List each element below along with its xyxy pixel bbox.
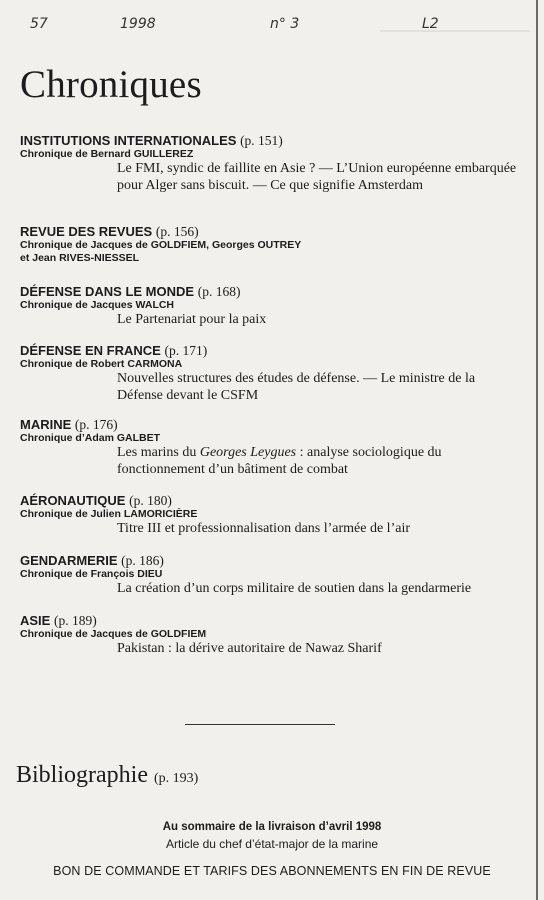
chronicle-section <box>20 133 520 194</box>
section-byline: Chronique de Jacques de GOLDFIEM, Georges OUTREY <box>20 239 302 251</box>
bibliography-heading <box>16 762 198 789</box>
section-heading: DÉFENSE EN FRANCE <box>20 343 161 358</box>
chronicle-section <box>20 613 520 658</box>
section-page-ref: (p. 156) <box>155 224 199 239</box>
next-issue-title: Au sommaire de la livraison d’avril 1998 <box>162 821 382 833</box>
section-page-ref: (p. 186) <box>121 553 164 568</box>
section-heading: MARINE <box>20 417 72 432</box>
bibliography-title: Bibliographie <box>16 762 148 788</box>
next-issue-article: Article du chef d’état-major de la marine <box>165 837 379 851</box>
bibliography-page-ref: (p. 193) <box>153 771 199 786</box>
section-summary: Pakistan : la dérive autoritaire de Nawaz Sharif <box>117 641 382 656</box>
section-byline: Chronique de Bernard GUILLEREZ <box>20 148 194 160</box>
section-summary: Le Partenariat pour la paix <box>117 312 267 327</box>
section-page-ref: (p. 189) <box>53 613 97 628</box>
section-summary: Les marins du Georges Leygues : analyse sociologique du fonctionnement d’un bâtiment de combat <box>117 445 442 477</box>
order-form-notice: BON DE COMMANDE ET TARIFS DES ABONNEMENTS EN FIN DE REVUE <box>53 864 491 878</box>
section-heading: REVUE DES REVUES <box>20 224 153 239</box>
chronicle-section <box>20 284 520 329</box>
section-byline: Chronique de Jacques de GOLDFIEM <box>20 628 207 640</box>
section-byline: Chronique de Julien LAMORICIÈRE <box>20 508 198 520</box>
section-byline: Chronique d’Adam GALBET <box>20 432 160 444</box>
chronicle-section <box>20 343 520 404</box>
section-byline: Chronique de Robert CARMONA <box>20 358 183 370</box>
chronicle-section <box>20 493 520 538</box>
margin-note-year: 1998 <box>120 16 156 32</box>
ship-name: Georges Leygues <box>199 445 297 460</box>
section-heading: INSTITUTIONS INTERNATIONALES <box>20 133 237 148</box>
margin-note-issue-number: 57 <box>30 16 48 32</box>
margin-note-number: n° 3 <box>270 16 300 32</box>
section-divider <box>185 724 335 725</box>
chronicle-section <box>20 417 520 478</box>
section-summary: Nouvelles structures des études de défense. — Le ministre de la Défense devant le CSFM <box>117 371 476 403</box>
section-heading: GENDARMERIE <box>20 553 118 568</box>
section-page-ref: (p. 168) <box>197 284 241 299</box>
section-heading: ASIE <box>20 613 51 628</box>
section-page-ref: (p. 151) <box>240 133 283 148</box>
page-edge-rule <box>536 0 538 900</box>
section-summary: Titre III et professionnalisation dans l’armée de l’air <box>117 521 411 536</box>
section-byline: Chronique de Jacques WALCH <box>20 299 175 311</box>
margin-note-code: L2 <box>422 16 439 32</box>
section-summary: La création d’un corps militaire de soutien dans la gendarmerie <box>117 581 472 596</box>
section-page-ref: (p. 176) <box>74 417 118 432</box>
section-heading: AÉRONAUTIQUE <box>20 493 126 508</box>
bleed-through-shadow <box>380 30 530 122</box>
section-heading: DÉFENSE DANS LE MONDE <box>20 284 195 299</box>
section-summary: Le FMI, syndic de faillite en Asie ? — L’Union européenne embarquée pour Alger sans biscuit. — Ce que signifie Amsterdam <box>117 161 517 193</box>
chronicle-section <box>20 224 520 265</box>
section-page-ref: (p. 180) <box>129 493 172 508</box>
chronicle-section <box>20 553 520 598</box>
section-page-ref: (p. 171) <box>164 343 208 358</box>
section-byline-continued: et Jean RIVES-NIESSEL <box>20 252 140 264</box>
section-byline: Chronique de François DIEU <box>20 568 163 580</box>
page-title: Chroniques <box>20 63 202 106</box>
